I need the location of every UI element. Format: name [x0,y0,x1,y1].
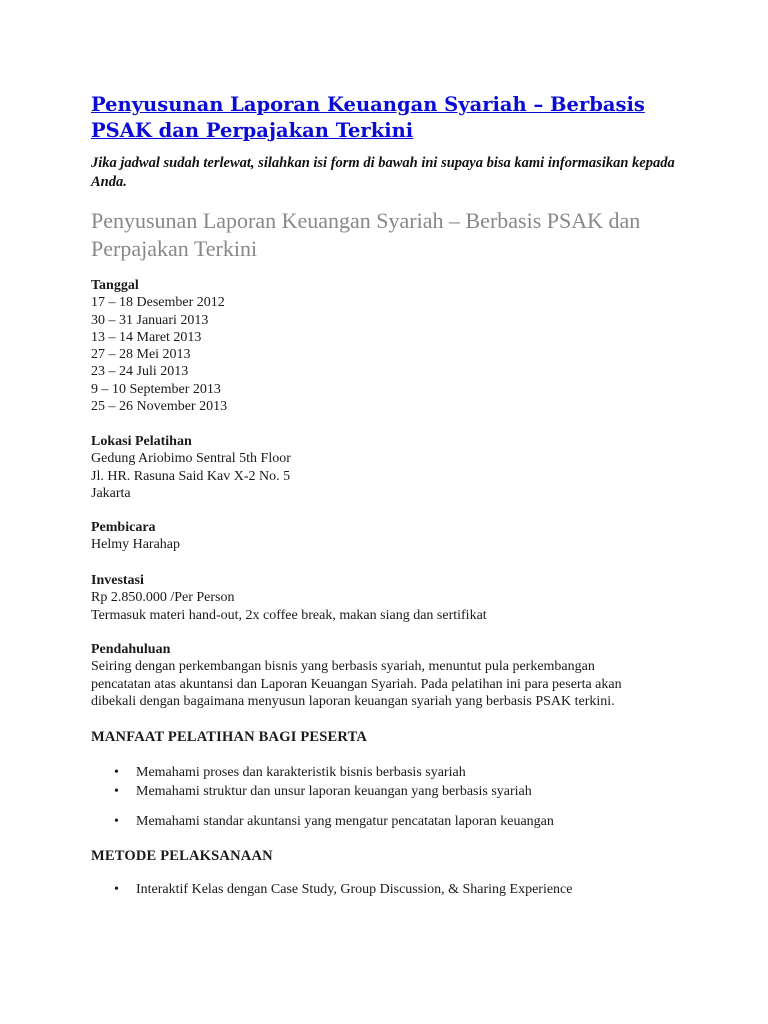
manfaat-list [91,763,711,831]
lokasi-section [91,433,711,502]
lokasi-heading: Lokasi Pelatihan [91,434,192,449]
list-item: • Memahami proses dan karakteristik bisnis berbasis syariah [91,763,711,782]
date-item: 30 – 31 Januari 2013 [91,312,209,328]
investasi-price: Rp 2.850.000 /Per Person [91,590,235,606]
investasi-heading: Investasi [91,573,144,588]
date-item: 13 – 14 Maret 2013 [91,329,202,345]
tanggal-heading: Tanggal [91,278,139,293]
metode-list [91,880,711,899]
date-item: 25 – 26 November 2013 [91,399,228,415]
list-item: • Memahami struktur dan unsur laporan keuangan yang berbasis syariah [91,782,711,801]
pendahuluan-line: Seiring dengan perkembangan bisnis yang berbasis syariah, menuntut pula perkembangan [91,659,595,675]
pendahuluan-heading: Pendahuluan [91,642,171,657]
investasi-includes: Termasuk materi hand-out, 2x coffee break, makan siang dan sertifikat [91,607,487,623]
pendahuluan-line: dibekali dengan bagaimana menyusun laporan keuangan syariah yang berbasis PSAK terkini. [91,693,615,709]
list-item: • Memahami standar akuntansi yang mengatur pencatatan laporan keuangan [91,812,711,831]
pendahuluan-line: pencatatan atas akuntansi dan Laporan Keuangan Syariah. Pada pelatihan ini para peserta akan [91,676,622,692]
date-item: 17 – 18 Desember 2012 [91,295,225,311]
schedule-notice: Jika jadwal sudah terlewat, silahkan isi form di bawah ini supaya bisa kami informasikan kepada Anda. [91,155,675,190]
date-item: 9 – 10 September 2013 [91,381,221,397]
lokasi-line: Gedung Ariobimo Sentral 5th Floor [91,451,291,467]
date-item: 27 – 28 Mei 2013 [91,347,191,363]
tanggal-section [91,277,711,415]
title-link[interactable]: Penyusunan Laporan Keuangan Syariah – Berbasis PSAK dan Perpajakan Terkini [91,93,645,142]
pendahuluan-section [91,641,711,710]
pembicara-name: Helmy Harahap [91,537,181,553]
investasi-section [91,572,711,624]
pembicara-section [91,519,711,554]
pembicara-heading: Pembicara [91,520,156,535]
lokasi-line: Jl. HR. Rasuna Said Kav X-2 No. 5 [91,468,291,484]
date-item: 23 – 24 Juli 2013 [91,364,189,380]
manfaat-heading: MANFAAT PELATIHAN BAGI PESERTA [91,729,368,745]
page-title: Penyusunan Laporan Keuangan Syariah – Berbasis PSAK dan Perpajakan Terkini [91,208,641,261]
list-item: • Interaktif Kelas dengan Case Study, Group Discussion, & Sharing Experience [91,880,711,899]
lokasi-line: Jakarta [91,485,131,501]
metode-heading: METODE PELAKSANAAN [91,848,273,864]
